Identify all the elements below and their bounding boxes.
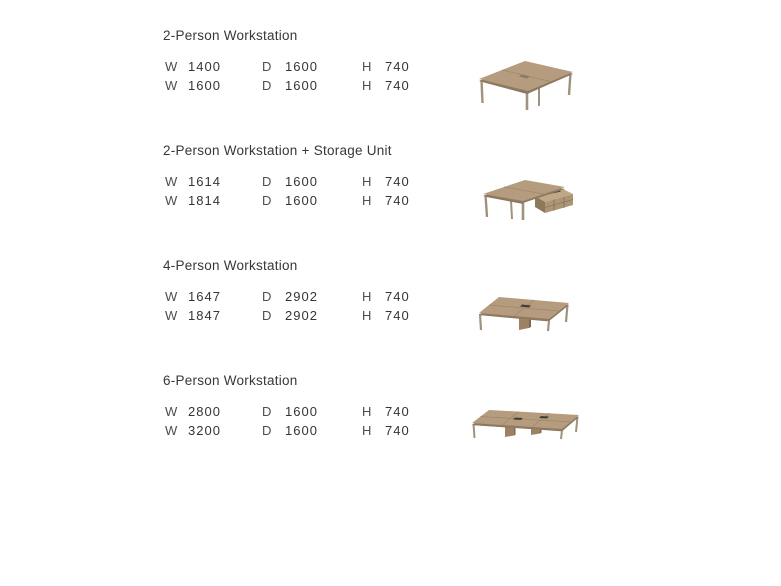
width-value: 1814 xyxy=(188,193,221,208)
width-label: W xyxy=(165,404,178,419)
width-label: W xyxy=(165,78,178,93)
dimension-row xyxy=(163,404,423,423)
dimension-rows xyxy=(163,174,423,212)
height-value: 740 xyxy=(385,59,410,74)
6-person-workstation-image xyxy=(469,405,583,441)
desk-isometric-render xyxy=(473,58,577,112)
dimension-row xyxy=(163,78,423,97)
height-value: 740 xyxy=(385,308,410,323)
depth-value: 1600 xyxy=(285,193,318,208)
section-6-person-workstation xyxy=(163,373,623,488)
width-label: W xyxy=(165,423,178,438)
dimension-rows xyxy=(163,404,423,442)
section-title: 2-Person Workstation xyxy=(163,28,298,43)
depth-label: D xyxy=(262,174,272,189)
height-label: H xyxy=(362,423,372,438)
dimension-rows xyxy=(163,289,423,327)
depth-label: D xyxy=(262,308,272,323)
dimension-row xyxy=(163,193,423,212)
width-value: 1847 xyxy=(188,308,221,323)
height-label: H xyxy=(362,59,372,74)
width-value: 1600 xyxy=(188,78,221,93)
desk-storage-isometric-render xyxy=(479,176,581,222)
height-value: 740 xyxy=(385,174,410,189)
section-2-person-workstation xyxy=(163,28,623,143)
width-label: W xyxy=(165,308,178,323)
depth-value: 2902 xyxy=(285,308,318,323)
depth-value: 1600 xyxy=(285,404,318,419)
dimension-row xyxy=(163,308,423,327)
depth-value: 1600 xyxy=(285,59,318,74)
height-value: 740 xyxy=(385,78,410,93)
height-label: H xyxy=(362,404,372,419)
dimension-row xyxy=(163,59,423,78)
width-label: W xyxy=(165,193,178,208)
depth-label: D xyxy=(262,404,272,419)
depth-label: D xyxy=(262,78,272,93)
height-value: 740 xyxy=(385,404,410,419)
section-4-person-workstation xyxy=(163,258,623,373)
height-value: 740 xyxy=(385,289,410,304)
width-value: 3200 xyxy=(188,423,221,438)
depth-label: D xyxy=(262,193,272,208)
height-label: H xyxy=(362,193,372,208)
width-value: 1647 xyxy=(188,289,221,304)
depth-value: 1600 xyxy=(285,174,318,189)
depth-label: D xyxy=(262,59,272,74)
dimension-row xyxy=(163,174,423,193)
section-title: 2-Person Workstation + Storage Unit xyxy=(163,143,392,158)
width-value: 2800 xyxy=(188,404,221,419)
height-value: 740 xyxy=(385,193,410,208)
depth-value: 2902 xyxy=(285,289,318,304)
section-2-person-workstation-storage xyxy=(163,143,623,258)
section-title: 6-Person Workstation xyxy=(163,373,298,388)
2-person-workstation-storage-image xyxy=(479,176,581,222)
depth-label: D xyxy=(262,289,272,304)
width-label: W xyxy=(165,289,178,304)
width-value: 1400 xyxy=(188,59,221,74)
width-label: W xyxy=(165,174,178,189)
2-person-workstation-image xyxy=(473,58,577,112)
desk-long-bench-isometric-render xyxy=(469,405,583,441)
desk-bench-isometric-render xyxy=(475,290,575,332)
width-label: W xyxy=(165,59,178,74)
dimension-rows xyxy=(163,59,423,97)
dimension-row xyxy=(163,289,423,308)
4-person-workstation-image xyxy=(475,290,575,332)
dimension-row xyxy=(163,423,423,442)
height-label: H xyxy=(362,289,372,304)
height-label: H xyxy=(362,174,372,189)
width-value: 1614 xyxy=(188,174,221,189)
depth-value: 1600 xyxy=(285,423,318,438)
depth-value: 1600 xyxy=(285,78,318,93)
height-label: H xyxy=(362,308,372,323)
depth-label: D xyxy=(262,423,272,438)
height-value: 740 xyxy=(385,423,410,438)
height-label: H xyxy=(362,78,372,93)
section-title: 4-Person Workstation xyxy=(163,258,298,273)
